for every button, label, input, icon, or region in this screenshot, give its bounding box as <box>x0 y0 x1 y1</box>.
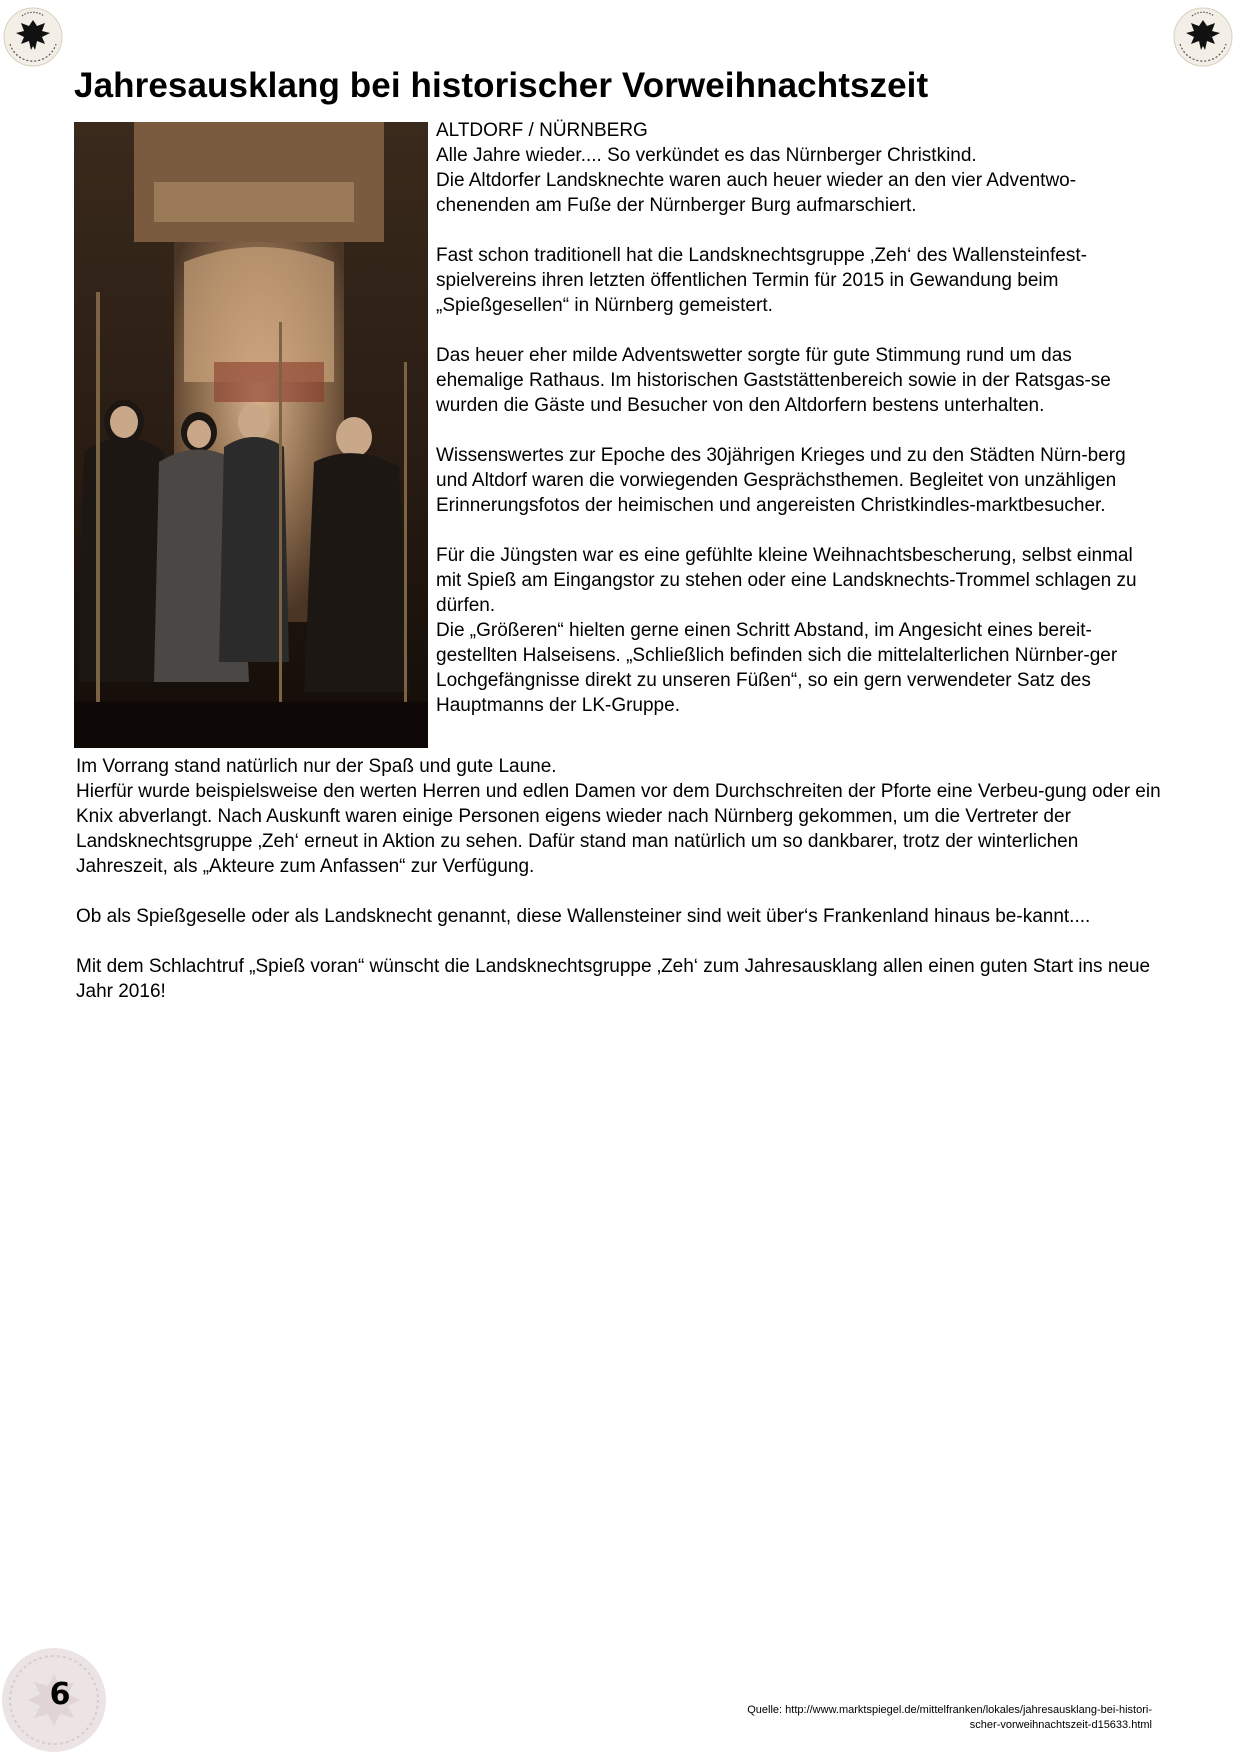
dateline: ALTDORF / NÜRNBERG <box>436 120 648 141</box>
source-line: Quelle: http://www.marktspiegel.de/mittelfranken/lokales/jahresausklang-bei-histori- <box>747 1704 1152 1716</box>
paragraph: Hierfür wurde beispielsweise den werten Herren und edlen Damen vor dem Durchschreiten der Pforte eine Verbeu-gung oder ein Knix abverlangt. Nach Auskunft waren einige Personen eigens wieder nach Nürnberg gekommen, um die Vertreter der Landsknechtsgruppe ‚Zeh‘ erneut in Aktion zu sehen. Dafür stand man natürlich um so dankbarer, trotz der winterlichen Jahreszeit, als „Akteure zum Anfassen“ zur Verfügung. <box>76 781 1161 877</box>
paragraph: Im Vorrang stand natürlich nur der Spaß und gute Laune. <box>76 756 557 777</box>
source-citation <box>640 1703 1152 1733</box>
article-right-column <box>436 118 1156 718</box>
paragraph: Wissenswertes zur Epoche des 30jährigen Krieges und zu den Städten Nürn-berg und Altdorf waren die vorwiegenden Gesprächsthemen. Begleitet von unzähligen Erinnerungsfotos der heimischen und angereisten Christkindles-marktbesucher. <box>436 445 1126 516</box>
article-title: Jahresausklang bei historischer Vorweihnachtszeit <box>74 66 929 105</box>
paragraph: Das heuer eher milde Adventswetter sorgte für gute Stimmung rund um das ehemalige Rathaus. Im historischen Gaststättenbereich sowie in der Ratsgas-se wurden die Gäste und Besucher von den Altdorfern bestens unterhalten. <box>436 345 1111 416</box>
page-number: 6 <box>49 1677 71 1712</box>
paragraph: Die Altdorfer Landsknechte waren auch heuer wieder an den vier Adventwo-chenenden am Fuße der Nürnberger Burg aufmarschiert. <box>436 170 1077 216</box>
paragraph: Für die Jüngsten war es eine gefühlte kleine Weihnachtsbescherung, selbst einmal mit Spieß am Eingangstor zu stehen oder eine Landsknechts-Trommel schlagen zu dürfen. <box>436 545 1137 616</box>
article-photo <box>74 122 428 748</box>
group-logo-left <box>2 6 64 68</box>
paragraph: Alle Jahre wieder.... So verkündet es das Nürnberger Christkind. <box>436 145 977 166</box>
source-line: scher-vorweihnachtszeit-d15633.html <box>969 1719 1152 1731</box>
group-logo-right <box>1172 6 1234 68</box>
paragraph: Fast schon traditionell hat die Landsknechtsgruppe ‚Zeh‘ des Wallensteinfest-spielvereins ihren letzten öffentlichen Termin für 2015 in Gewandung beim „Spießgesellen“ in Nürnberg gemeistert. <box>436 245 1087 316</box>
paragraph: Ob als Spießgeselle oder als Landsknecht genannt, diese Wallensteiner sind weit über‘s Frankenland hinaus be-kannt.... <box>76 906 1091 927</box>
paragraph: Die „Größeren“ hielten gerne einen Schritt Abstand, im Angesicht eines bereit-gestellten Halseisens. „Schließlich befinden sich die mittelalterlichen Nürnber-ger Lochgefängnisse direkt zu unseren Füßen“, so ein gern verwendeter Satz des Hauptmanns der LK-Gruppe. <box>436 620 1118 716</box>
paragraph: Mit dem Schlachtruf „Spieß voran“ wünscht die Landsknechtsgruppe ‚Zeh‘ zum Jahresausklang allen einen guten Start ins neue Jahr 2016! <box>76 956 1151 1002</box>
article-full-width <box>76 754 1166 1004</box>
